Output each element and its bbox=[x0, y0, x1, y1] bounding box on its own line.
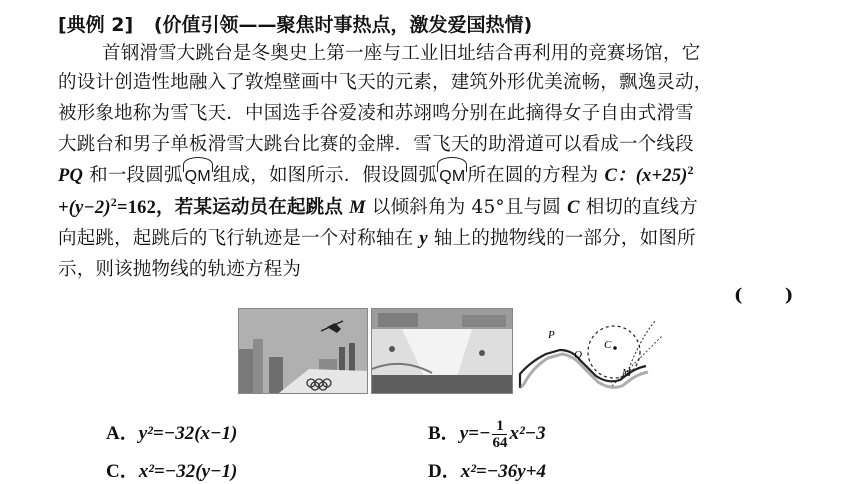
paragraph-line-4: 大跳台和男子单板滑雪大跳台比赛的金牌．雪飞天的助滑道可以看成一个线段 bbox=[58, 134, 694, 155]
text-span: 向起跳，起跳后的飞行轨迹是一个对称轴在 bbox=[58, 228, 414, 249]
option-b-post: x²−3 bbox=[509, 423, 546, 444]
axis-y: y bbox=[419, 229, 428, 249]
paragraph-line-2: 的设计创造性地融入了敦煌壁画中飞天的元素，建筑外形优美流畅，飘逸灵动， bbox=[58, 72, 713, 93]
example-subtitle: (价值引领——聚焦时事热点，激发爱国热情) bbox=[153, 14, 533, 36]
option-d-expr: x²=−36y+4 bbox=[460, 461, 547, 482]
exponent: 2 bbox=[687, 162, 694, 177]
circle-c-outline bbox=[588, 326, 640, 378]
text-span: 相切的直线方 bbox=[585, 197, 698, 218]
option-c-label: C． bbox=[106, 461, 139, 482]
label-q: Q bbox=[574, 349, 582, 361]
paragraph-line-3: 被形象地称为雪飞天．中国选手谷爱凌和苏翊鸣分别在此摘得女子自由式滑雪 bbox=[58, 103, 694, 124]
label-c: C bbox=[604, 339, 612, 351]
photo-athlete-jump-graphic bbox=[239, 309, 367, 393]
option-c-expr: x²=−32(y−1) bbox=[138, 461, 238, 482]
tangent-line bbox=[612, 336, 662, 386]
paragraph-line-7 bbox=[58, 225, 818, 253]
example-tag: [典例 2] bbox=[58, 14, 134, 36]
option-b-label: B． bbox=[428, 423, 460, 444]
text-span: 以倾斜角为 45°且与圆 bbox=[371, 197, 561, 218]
photo-jump-venue-graphic bbox=[372, 309, 512, 393]
option-d[interactable] bbox=[428, 456, 546, 483]
segment-pq: PQ bbox=[58, 166, 84, 186]
answer-blank: ( ) bbox=[734, 285, 812, 306]
photo-athlete-jump bbox=[238, 308, 368, 394]
paragraph-line-8: 示，则该抛物线的轨迹方程为 bbox=[58, 259, 302, 280]
option-b-numerator: 1 bbox=[492, 418, 507, 435]
option-b-pre: y=− bbox=[459, 423, 491, 444]
text-span: 组成，如图所示．假设圆弧 bbox=[212, 165, 438, 186]
point-m: M bbox=[349, 198, 366, 218]
trajectory-diagram-graphic bbox=[516, 308, 666, 392]
paragraph-line-6 bbox=[58, 194, 818, 222]
circle-equation-part2: +(y−2) bbox=[58, 198, 111, 218]
arc-qm-2: QM bbox=[437, 163, 467, 191]
exponent: 2 bbox=[110, 194, 117, 209]
option-a[interactable] bbox=[106, 418, 237, 445]
paragraph-line-5 bbox=[58, 162, 818, 191]
option-c[interactable] bbox=[106, 456, 237, 483]
option-d-label: D． bbox=[428, 461, 461, 482]
text-span: =162，若某运动员在起跳点 bbox=[116, 198, 344, 218]
option-a-expr: y²=−32(x−1) bbox=[138, 423, 238, 444]
option-b-denominator: 64 bbox=[492, 435, 508, 452]
trajectory-diagram bbox=[516, 308, 666, 392]
text-span: 所在圆的方程为 bbox=[467, 165, 599, 186]
text-span: 和一段圆弧 bbox=[89, 165, 183, 186]
circle-center-dot bbox=[613, 346, 617, 350]
option-a-label: A． bbox=[106, 423, 139, 444]
option-b-fraction bbox=[492, 418, 507, 451]
photo-jump-venue bbox=[371, 308, 513, 394]
text-span: 轴上的抛物线的一部分，如图所 bbox=[433, 228, 696, 249]
arc-qm-1: QM bbox=[183, 163, 213, 191]
circle-c: C bbox=[567, 198, 580, 218]
problem-header bbox=[58, 10, 532, 37]
option-b[interactable] bbox=[428, 418, 546, 451]
paragraph-line-1: 首钢滑雪大跳台是冬奥史上第一座与工业旧址结合再利用的竞赛场馆，它 bbox=[102, 43, 701, 64]
label-m: M bbox=[622, 367, 632, 379]
label-p: P bbox=[548, 329, 555, 341]
circle-equation-part1: C：(x+25) bbox=[604, 166, 688, 186]
